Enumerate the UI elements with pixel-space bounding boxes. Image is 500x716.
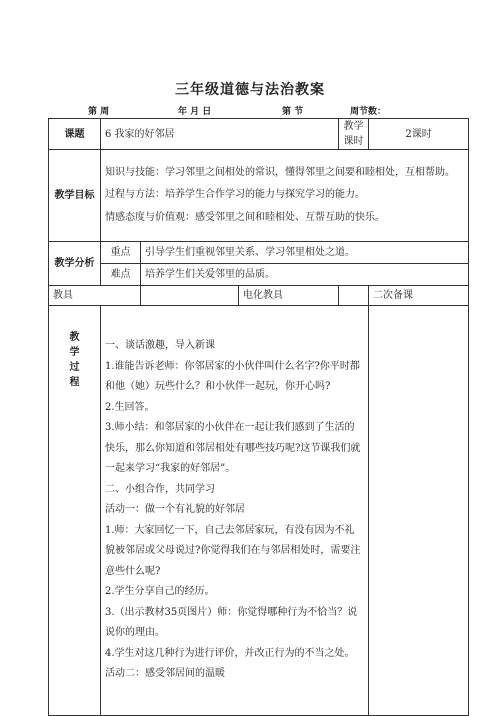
analysis-label: 教学分析 xyxy=(49,242,101,286)
topic-label: 课题 xyxy=(49,119,101,150)
goal-process: 过程与方法：培养学生合作学习的能力与探究学习的能力。 xyxy=(105,188,365,200)
meta-week: 第 周 xyxy=(88,107,110,117)
row-topic xyxy=(49,119,469,150)
process-line: 二、小组合作，共同学习 xyxy=(105,483,215,495)
process-label: 教 学 过 程 xyxy=(49,306,101,716)
process-line: 活动一：做一个有礼貌的好邻居 xyxy=(105,504,245,516)
process-line: 2.生回答。 xyxy=(105,401,155,413)
second-prep-label: 二次备课 xyxy=(369,286,469,306)
row-key-point xyxy=(49,242,469,264)
goals-content xyxy=(101,150,469,242)
topic-value: 6 我家的好邻居 xyxy=(101,119,339,150)
goal-knowledge: 知识与技能：学习邻里之间相处的常识，懂得邻里之间要和睦相处，互相帮助。 xyxy=(105,166,455,178)
goal-emotion: 情感态度与价值观：感受邻里之间和睦相处、互帮互助的快乐。 xyxy=(105,211,385,223)
process-line: 2.学生分享自己的经历。 xyxy=(105,586,215,598)
process-content xyxy=(101,306,369,716)
document-title: 三年级道德与法治教案 xyxy=(175,82,325,98)
process-line: 3.（出示教材35页图片）师：你觉得哪种行为不恰当？说说你的理由。 xyxy=(105,606,358,639)
meta-date: 年 月 日 xyxy=(178,107,212,117)
difficult-content: 培养学生们关爱邻里的品质。 xyxy=(141,264,469,286)
second-prep-content xyxy=(369,306,469,716)
tools-label: 教具 xyxy=(49,286,141,306)
row-tools xyxy=(49,286,469,306)
process-line: 1.师：大家回忆一下，自己去邻居家玩，有没有因为不礼貌被邻居或父母说过?你觉得我们在与邻居相处时，需要注意些什么呢? xyxy=(105,524,361,577)
periods-value: 2课时 xyxy=(369,119,469,150)
difficult-label: 难点 xyxy=(101,264,141,286)
process-line: 活动二：感受邻居间的温暖 xyxy=(105,668,225,680)
etools-label: 电化教具 xyxy=(239,286,339,306)
process-line: 1.谁能告诉老师：你邻居家的小伙伴叫什么名字?你平时都和他（她）玩些什么？和小伙伴一起玩，你开心吗? xyxy=(105,360,360,393)
key-content: 引导学生们重视邻里关系、学习邻里相处之道。 xyxy=(141,242,469,264)
process-line: 4.学生对这几种行为进行评价，并改正行为的不当之处。 xyxy=(105,647,355,659)
periods-label: 教学课时 xyxy=(339,119,369,150)
meta-weekly-periods: 周节数： xyxy=(350,107,387,117)
process-line: 一、谈话激趣，导入新课 xyxy=(105,340,215,352)
tools-value xyxy=(141,286,239,306)
row-process xyxy=(49,306,469,716)
goals-label: 教学目标 xyxy=(49,150,101,242)
row-difficult-point xyxy=(49,264,469,286)
key-label: 重点 xyxy=(101,242,141,264)
row-goals xyxy=(49,150,469,242)
etools-value xyxy=(339,286,369,306)
lesson-plan-table xyxy=(48,118,469,716)
process-line: 3.师小结：和邻居家的小伙伴在一起让我们感到了生活的快乐，那么你知道和邻居相处有哪些技巧呢?这节课我们就一起来学习“我家的好邻居”。 xyxy=(105,422,361,475)
meta-period: 第 节 xyxy=(282,107,304,117)
